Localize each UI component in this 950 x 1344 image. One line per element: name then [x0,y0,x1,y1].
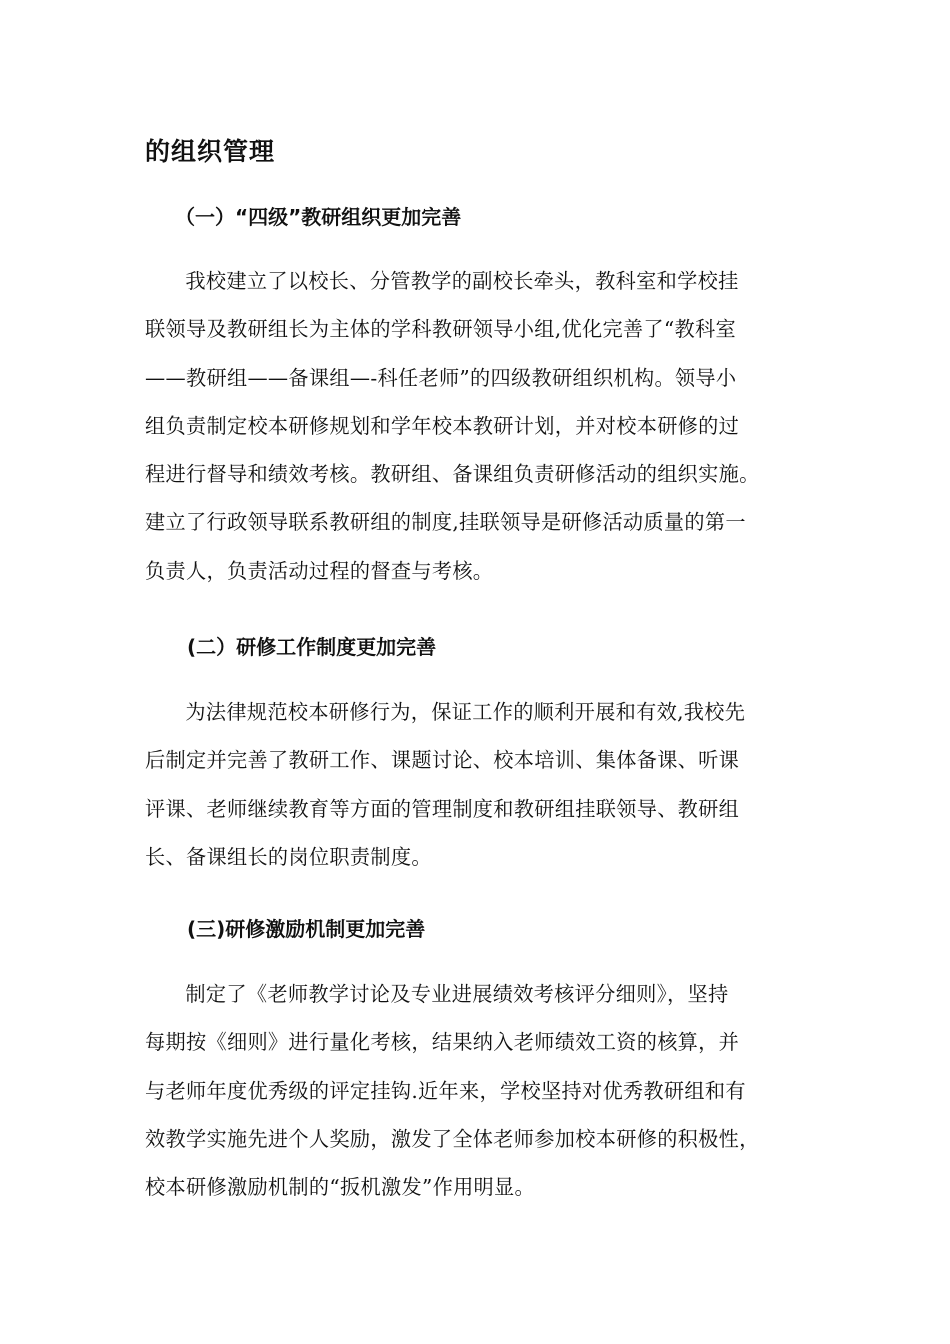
paragraph-line: 效教学实施先进个人奖励，激发了全体老师参加校本研修的积极性， [145,1126,760,1151]
subsection-heading-2: (二）研修工作制度更加完善 [187,635,437,659]
paragraph-1 [145,257,805,595]
paragraph-3 [145,970,805,1211]
section-heading: 的组织管理 [145,137,276,166]
paragraph-line: 后制定并完善了教研工作、课题讨论、校本培训、集体备课、听课 [145,748,740,773]
paragraph-line: 制定了《老师教学讨论及专业进展绩效考核评分细则》，坚持 [185,982,729,1006]
paragraph-line: ——教研组——备课组—-科任老师”的四级教研组织机构。领导小 [145,365,737,390]
subsection-heading-3: (三)研修激励机制更加完善 [187,917,426,941]
paragraph-line: 长、备课组长的岗位职责制度。 [145,844,432,869]
paragraph-line: 联领导及教研组长为主体的学科教研领导小组,优化完善了“教科室 [145,317,736,342]
paragraph-line: 组负责制定校本研修规划和学年校本教研计划，并对校本研修的过 [145,413,740,438]
paragraph-line: 每期按《细则》进行量化考核，结果纳入老师绩效工资的核算，并 [145,1030,740,1055]
paragraph-line: 校本研修激励机制的“扳机激发”作用明显。 [145,1175,536,1200]
paragraph-line: 负责人，负责活动过程的督查与考核。 [145,558,494,583]
paragraph-2 [145,688,805,881]
paragraph-line: 建立了行政领导联系教研组的制度,挂联领导是研修活动质量的第一 [145,510,746,535]
subsection-heading-1: （一）“四级”教研组织更加完善 [175,205,462,229]
paragraph-line: 与老师年度优秀级的评定挂钩.近年来，学校坚持对优秀教研组和有 [145,1078,746,1103]
paragraph-line: 程进行督导和绩效考核。教研组、备课组负责研修活动的组织实施。 [145,462,760,487]
paragraph-line: 为法律规范校本研修行为，保证工作的顺利开展和有效,我校先 [185,700,746,724]
paragraph-line: 评课、老师继续教育等方面的管理制度和教研组挂联领导、教研组 [145,796,740,821]
paragraph-line: 我校建立了以校长、分管教学的副校长牵头，教科室和学校挂 [185,269,739,293]
